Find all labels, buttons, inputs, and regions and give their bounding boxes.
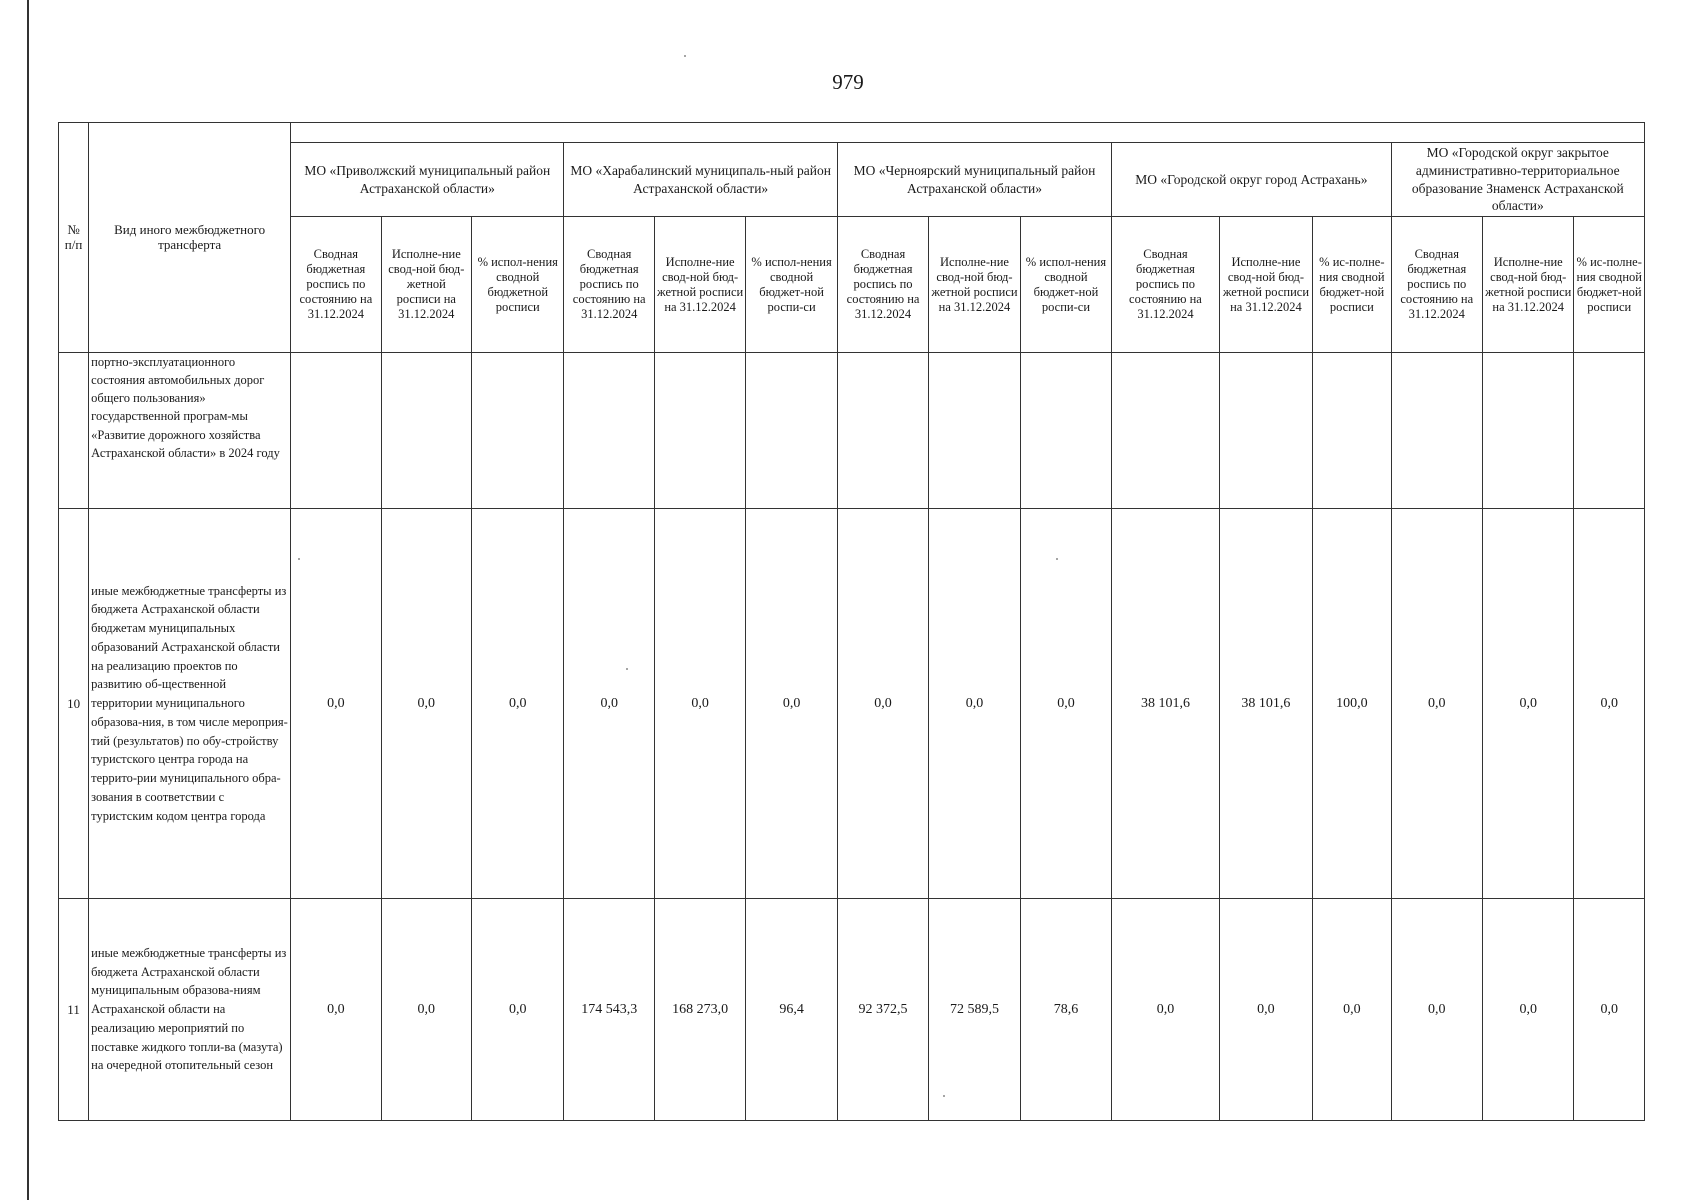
budget-transfer-table bbox=[58, 122, 1645, 1121]
value-cell bbox=[1574, 353, 1645, 509]
page-margin-line bbox=[27, 0, 29, 1200]
header-kind-cell bbox=[89, 123, 291, 353]
value-cell: 0,0 bbox=[1391, 899, 1482, 1121]
row-description: портно-эксплуатационного состояния автомобильных дорог общего пользования» государственной програм-мы «Развитие дорожного хозяйства Астраханской области» в 2024 году bbox=[89, 353, 291, 509]
value-cell: 0,0 bbox=[1020, 509, 1111, 899]
value-cell: 0,0 bbox=[381, 899, 471, 1121]
subcolumn-header: % испол-нения сводной бюджет-ной роспи-си bbox=[746, 217, 837, 353]
municipality-header: МО «Черноярский муниципальный район Астраханской области» bbox=[837, 143, 1111, 217]
municipality-header: МО «Приволжский муниципальный район Астраханской области» bbox=[291, 143, 564, 217]
subcolumn-header: Сводная бюджетная роспись по состоянию на 31.12.2024 bbox=[837, 217, 928, 353]
table-row bbox=[59, 509, 1645, 899]
subcolumn-header: Исполне-ние свод-ной бюд-жетной росписи на 31.12.2024 bbox=[1219, 217, 1312, 353]
value-cell: 0,0 bbox=[1391, 509, 1482, 899]
value-cell: 92 372,5 bbox=[837, 899, 928, 1121]
subcolumn-header-row bbox=[59, 217, 1645, 353]
value-cell: 96,4 bbox=[746, 899, 837, 1121]
subcolumn-header: Исполне-ние свод-ной бюд-жетной росписи на 31.12.2024 bbox=[1483, 217, 1574, 353]
municipality-header: МО «Харабалинский муниципаль-ный район Астраханской области» bbox=[564, 143, 837, 217]
subcolumn-header: Сводная бюджетная роспись по состоянию на 31.12.2024 bbox=[291, 217, 381, 353]
row-number: 11 bbox=[59, 899, 89, 1121]
subcolumn-header: Сводная бюджетная роспись по состоянию на 31.12.2024 bbox=[564, 217, 654, 353]
value-cell bbox=[472, 353, 564, 509]
value-cell: 168 273,0 bbox=[654, 899, 745, 1121]
value-cell: 0,0 bbox=[1574, 509, 1645, 899]
value-cell bbox=[1219, 353, 1312, 509]
value-cell bbox=[1483, 353, 1574, 509]
row-number: 10 bbox=[59, 509, 89, 899]
value-cell: 0,0 bbox=[929, 509, 1020, 899]
municipality-header: МО «Городской округ город Астрахань» bbox=[1112, 143, 1391, 217]
value-cell bbox=[291, 353, 381, 509]
row-number bbox=[59, 353, 89, 509]
value-cell: 0,0 bbox=[291, 899, 381, 1121]
value-cell bbox=[564, 353, 654, 509]
value-cell: 38 101,6 bbox=[1219, 509, 1312, 899]
header-np-cell bbox=[59, 123, 89, 353]
value-cell: 78,6 bbox=[1020, 899, 1111, 1121]
value-cell: 0,0 bbox=[1483, 899, 1574, 1121]
value-cell bbox=[1020, 353, 1111, 509]
municipality-header-row bbox=[59, 143, 1645, 217]
subcolumn-header: % испол-нения сводной бюджетной росписи bbox=[472, 217, 564, 353]
value-cell: 0,0 bbox=[654, 509, 745, 899]
value-cell bbox=[837, 353, 928, 509]
value-cell: 0,0 bbox=[1112, 899, 1220, 1121]
value-cell: 0,0 bbox=[1574, 899, 1645, 1121]
subcolumn-header: % испол-нения сводной бюджет-ной роспи-си bbox=[1020, 217, 1111, 353]
kind-header: Вид иного межбюджетного трансферта bbox=[114, 221, 266, 252]
subcolumn-header: Исполне-ние свод-ной бюд-жетной росписи на 31.12.2024 bbox=[929, 217, 1020, 353]
value-cell: 0,0 bbox=[1313, 899, 1391, 1121]
value-cell bbox=[381, 353, 471, 509]
subcolumn-header: Сводная бюджетная роспись по состоянию на 31.12.2024 bbox=[1112, 217, 1220, 353]
subcolumn-header: Сводная бюджетная роспись по состоянию на 31.12.2024 bbox=[1391, 217, 1482, 353]
scan-speck bbox=[684, 55, 686, 57]
value-cell: 174 543,3 bbox=[564, 899, 654, 1121]
value-cell bbox=[654, 353, 745, 509]
value-cell bbox=[746, 353, 837, 509]
subcolumn-header: Исполне-ние свод-ной бюд-жетной росписи на 31.12.2024 bbox=[654, 217, 745, 353]
row-description: иные межбюджетные трансферты из бюджета Астраханской области бюджетам муниципальных образований Астраханской области на реализацию проектов по развитию об-щественной территории муниципального образова-ния, в том числе мероприя-тий (результатов) по обу-стройству туристского центра города на террито-рии муниципального обра-зования в соответствии с туристским кодом центра города bbox=[89, 509, 291, 899]
top-blank-cell bbox=[291, 123, 1645, 143]
subcolumn-header: % ис-полне-ния сводной бюджет-ной росписи bbox=[1574, 217, 1645, 353]
value-cell bbox=[1112, 353, 1220, 509]
value-cell bbox=[1313, 353, 1391, 509]
page-number: 979 bbox=[832, 70, 864, 94]
value-cell: 100,0 bbox=[1313, 509, 1391, 899]
value-cell: 0,0 bbox=[291, 509, 381, 899]
value-cell: 0,0 bbox=[1483, 509, 1574, 899]
municipality-header: МО «Городской округ закрытое административно-территориальное образование Знаменск Астраханской области» bbox=[1391, 143, 1644, 217]
table-top-band bbox=[59, 123, 1645, 143]
value-cell: 72 589,5 bbox=[929, 899, 1020, 1121]
subcolumn-header: Исполне-ние свод-ной бюд-жетной росписи на 31.12.2024 bbox=[381, 217, 471, 353]
value-cell: 0,0 bbox=[472, 899, 564, 1121]
value-cell bbox=[929, 353, 1020, 509]
value-cell: 0,0 bbox=[472, 509, 564, 899]
value-cell bbox=[1391, 353, 1482, 509]
value-cell: 0,0 bbox=[564, 509, 654, 899]
value-cell: 0,0 bbox=[746, 509, 837, 899]
row-description: иные межбюджетные трансферты из бюджета Астраханской области муниципальным образова-ниям Астраханской области на реализацию мероприятий по поставке жидкого топли-ва (мазута) на очередной отопительный сезон bbox=[89, 899, 291, 1121]
table-row bbox=[59, 353, 1645, 509]
table-row bbox=[59, 899, 1645, 1121]
value-cell: 0,0 bbox=[381, 509, 471, 899]
subcolumn-header: % ис-полне-ния сводной бюджет-ной росписи bbox=[1313, 217, 1391, 353]
value-cell: 0,0 bbox=[837, 509, 928, 899]
value-cell: 38 101,6 bbox=[1112, 509, 1220, 899]
value-cell: 0,0 bbox=[1219, 899, 1312, 1121]
np-header: № п/п bbox=[64, 221, 83, 252]
